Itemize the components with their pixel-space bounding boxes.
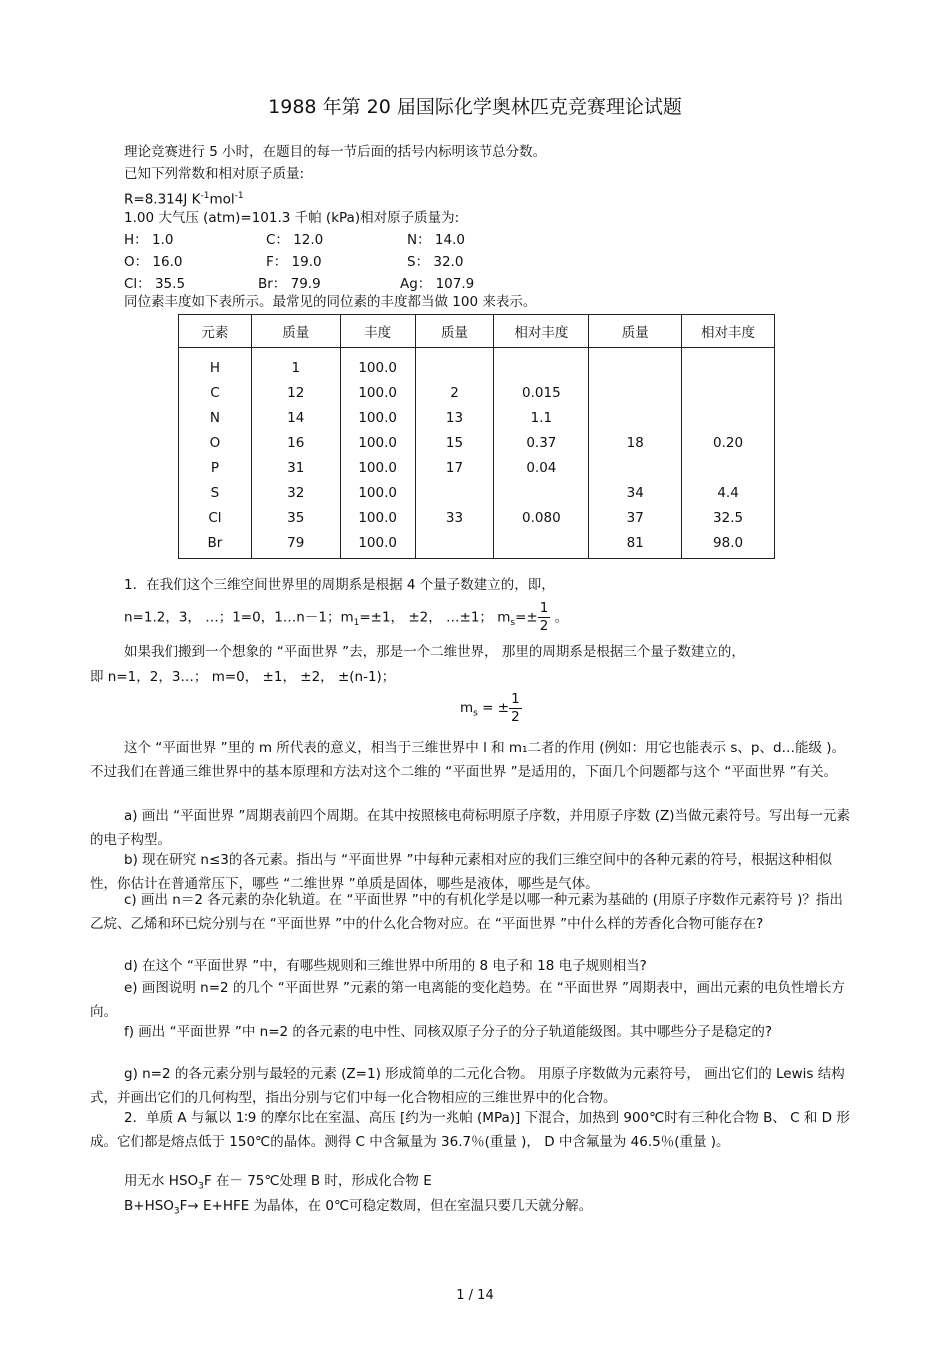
table-cell	[589, 348, 682, 381]
table-cell: 13	[415, 405, 494, 430]
atomic-mass: C： 12.0	[266, 232, 324, 248]
table-cell: 4.4	[682, 480, 775, 505]
table-row	[179, 455, 775, 480]
question-part-c: c) 画出 n＝2 各元素的杂化轨道。在 “平面世界 ”中的有机化学是以哪一种元素为基础的 (用原子序数作元素符号 )？指出乙烷、乙烯和环已烷分别与在 “平面世界 ”中的什么化合物对应。在 “平面世界 ”中什么样的芳香化合物可能存在?	[90, 892, 843, 932]
table-cell: 100.0	[340, 530, 415, 559]
page-number: 1 / 14	[456, 1288, 494, 1303]
table-cell: Cl	[179, 505, 252, 530]
table-cell: 31	[251, 455, 340, 480]
table-cell: Br	[179, 530, 252, 559]
table-cell: 0.20	[682, 430, 775, 455]
column-header: 元素	[179, 315, 252, 348]
intro-line: 1.00 大气压 (atm)=101.3 千帕 (kPa)相对原子质量为:	[124, 210, 460, 226]
ms-subscript: s	[473, 708, 478, 719]
meaning-paragraph: 这个 “平面世界 ”里的 m 所代表的意义，相当于三维世界中 l 和 m₁二者的作用 (例如：用它也能表示 s、p、d…能级 )。不过我们在普通三维世界中的基本原理和方法对这个二维的 “平面世界 ”是适用的，下面几个问题都与这个 “平面世界 ”有关。	[90, 740, 846, 780]
page-title: 1988 年第 20 届国际化学奥林匹克竞赛理论试题	[268, 96, 682, 118]
table-cell: 0.080	[494, 505, 589, 530]
table-cell: 1.1	[494, 405, 589, 430]
q2-text: B+HSO	[124, 1198, 174, 1214]
table-cell	[682, 348, 775, 381]
column-header: 质量	[415, 315, 494, 348]
table-cell: 32.5	[682, 505, 775, 530]
flatland-paragraph: 即 n=1，2，3…； m=0， ±1， ±2， ±(n-1)；	[90, 669, 396, 685]
flatland-paragraph: 如果我们搬到一个想象的 “平面世界 ”去，那是一个二维世界， 那里的周期系是根据三个量子数建立的，	[124, 644, 745, 660]
table-cell	[682, 405, 775, 430]
table-cell: 0.37	[494, 430, 589, 455]
quantum-text: 。	[550, 609, 569, 626]
q2-text: 用无水 HSO	[124, 1173, 199, 1189]
gas-constant	[124, 187, 244, 209]
gas-constant-unit: mol	[209, 191, 235, 208]
table-cell: 0.04	[494, 455, 589, 480]
fraction-denominator: 2	[511, 708, 520, 725]
question-part-b: b) 现在研究 n≤3的各元素。指出与 “平面世界 ”中每种元素相对应的我们三维空间中的各种元素的符号，根据这种相似性，你估计在普通常压下，哪些 “二维世界 ”单质是固体，哪些是液体，哪些是气体。	[90, 852, 832, 892]
quantum-numbers-line	[124, 600, 568, 640]
column-header: 相对丰度	[682, 315, 775, 348]
table-cell: N	[179, 405, 252, 430]
table-cell: 34	[589, 480, 682, 505]
ms-fraction	[509, 691, 522, 726]
table-cell: S	[179, 480, 252, 505]
table-row	[179, 405, 775, 430]
table-cell: 37	[589, 505, 682, 530]
column-header: 质量	[589, 315, 682, 348]
table-cell	[494, 348, 589, 381]
table-cell: 100.0	[340, 505, 415, 530]
table-cell: 15	[415, 430, 494, 455]
column-header: 丰度	[340, 315, 415, 348]
gas-constant-exp: -1	[200, 191, 210, 201]
table-cell	[682, 455, 775, 480]
table-cell: 100.0	[340, 380, 415, 405]
table-cell: C	[179, 380, 252, 405]
atomic-mass: Br： 79.9	[258, 276, 321, 292]
table-cell	[415, 530, 494, 559]
table-cell: O	[179, 430, 252, 455]
table-cell	[494, 530, 589, 559]
table-cell: 18	[589, 430, 682, 455]
question-part-g: g) n=2 的各元素分别与最轻的元素 (Z=1) 形成简单的二元化合物。 用原子序数做为元素符号， 画出它们的 Lewis 结构式，并画出它们的几何构型，指出分别与它们中每一化合物相应的三维世界中的化合物。	[90, 1066, 845, 1106]
question-part-d: d) 在这个 “平面世界 ”中，有哪些规则和三维世界中所用的 8 电子和 18 电子规则相当?	[124, 958, 647, 974]
table-cell: 79	[251, 530, 340, 559]
intro-line: 已知下列常数和相对原子质量:	[124, 166, 305, 182]
table-cell	[682, 380, 775, 405]
table-cell: 100.0	[340, 348, 415, 381]
ms-symbol: m	[460, 700, 474, 716]
table-row	[179, 348, 775, 381]
table-header-row	[179, 315, 775, 348]
atomic-mass: O： 16.0	[124, 254, 183, 270]
table-cell: 16	[251, 430, 340, 455]
table-cell: 98.0	[682, 530, 775, 559]
quantum-subscript: s	[510, 618, 516, 629]
table-row	[179, 430, 775, 455]
table-cell: 100.0	[340, 405, 415, 430]
table-cell: 35	[251, 505, 340, 530]
table-cell	[415, 480, 494, 505]
atomic-mass: S： 32.0	[407, 254, 464, 270]
table-cell: 32	[251, 480, 340, 505]
table-cell: 100.0	[340, 455, 415, 480]
table-cell: 81	[589, 530, 682, 559]
table-cell: 0.015	[494, 380, 589, 405]
table-cell: 12	[251, 380, 340, 405]
atomic-mass: Ag： 107.9	[400, 276, 475, 292]
fraction-numerator: 1	[511, 690, 520, 707]
q2-text: F→ E+HFE 为晶体，在 0℃可稳定数周，但在室温只要几天就分解。	[179, 1198, 593, 1214]
table-cell: 100.0	[340, 480, 415, 505]
table-cell: 1	[251, 348, 340, 381]
table-cell	[589, 405, 682, 430]
table-cell: 2	[415, 380, 494, 405]
table-cell	[415, 348, 494, 381]
table-row	[179, 480, 775, 505]
column-header: 质量	[251, 315, 340, 348]
gas-constant-exp: -1	[234, 191, 244, 201]
table-cell: 14	[251, 405, 340, 430]
table-cell: 17	[415, 455, 494, 480]
question-2-line	[124, 1172, 432, 1196]
ms-equals: = ±	[477, 700, 510, 716]
isotope-table	[178, 314, 775, 559]
q2-text: F 在－ 75℃处理 B 时，形成化合物 E	[203, 1173, 432, 1189]
question-part-f: f) 画出 “平面世界 ”中 n=2 的各元素的电中性、同核双原子分子的分子轨道能级图。其中哪些分子是稳定的?	[124, 1024, 773, 1040]
table-cell: H	[179, 348, 252, 381]
intro-line: 理论竞赛进行 5 小时，在题目的每一节后面的括号内标明该节总分数。	[124, 144, 547, 160]
table-cell	[494, 480, 589, 505]
atomic-mass: Cl： 35.5	[124, 276, 186, 292]
atomic-mass: H： 1.0	[124, 232, 174, 248]
table-cell: 33	[415, 505, 494, 530]
column-header: 相对丰度	[494, 315, 589, 348]
question-part-e: e) 画图说明 n=2 的几个 “平面世界 ”元素的第一电离能的变化趋势。在 “平面世界 ”周期表中，画出元素的电负性增长方向。	[90, 980, 846, 1020]
atomic-mass: F： 19.0	[266, 254, 322, 270]
quantum-text: =±1， ±2， …±1； m	[359, 609, 511, 626]
question-1-lead: 1．在我们这个三维空间世界里的周期系是根据 4 个量子数建立的，即，	[124, 577, 555, 593]
q2-subscript: 3	[173, 1206, 180, 1217]
atomic-mass: N： 14.0	[407, 232, 465, 248]
table-row	[179, 505, 775, 530]
quantum-subscript: 1	[353, 618, 360, 629]
q2-subscript: 3	[198, 1181, 204, 1192]
table-cell	[589, 380, 682, 405]
fraction-numerator: 1	[539, 600, 549, 616]
gas-constant-main: R=8.314J K	[124, 191, 201, 208]
half-fraction	[538, 600, 551, 635]
table-row	[179, 530, 775, 559]
table-row	[179, 380, 775, 405]
table-cell: 100.0	[340, 430, 415, 455]
ms-equation	[460, 688, 522, 734]
table-cell: P	[179, 455, 252, 480]
table-cell	[589, 455, 682, 480]
quantum-text: =±	[515, 609, 538, 626]
isotope-intro: 同位素丰度如下表所示。最常见的同位素的丰度都当做 100 来表示。	[124, 294, 537, 310]
fraction-denominator: 2	[539, 618, 549, 634]
question-part-a: a) 画出 “平面世界 ”周期表前四个周期。在其中按照核电荷标明原子序数，并用原子序数 (Z)当做元素符号。写出每一元素的电子构型。	[90, 808, 850, 848]
quantum-text: n=1.2，3， …；1=0，1…n－1；m	[124, 609, 354, 626]
question-2-paragraph: 2．单质 A 与氟以 1∶9 的摩尔比在室温、高压 [约为一兆帕 (MPa)] 下混合，加热到 900℃时有三种化合物 B、 C 和 D 形成。它们都是熔点低于 150℃的晶体。测得 C 中含氟量为 36.7％(重量 )， D 中含氟量为 46.5％(重量 )。	[90, 1110, 850, 1150]
question-2-line	[124, 1197, 592, 1221]
